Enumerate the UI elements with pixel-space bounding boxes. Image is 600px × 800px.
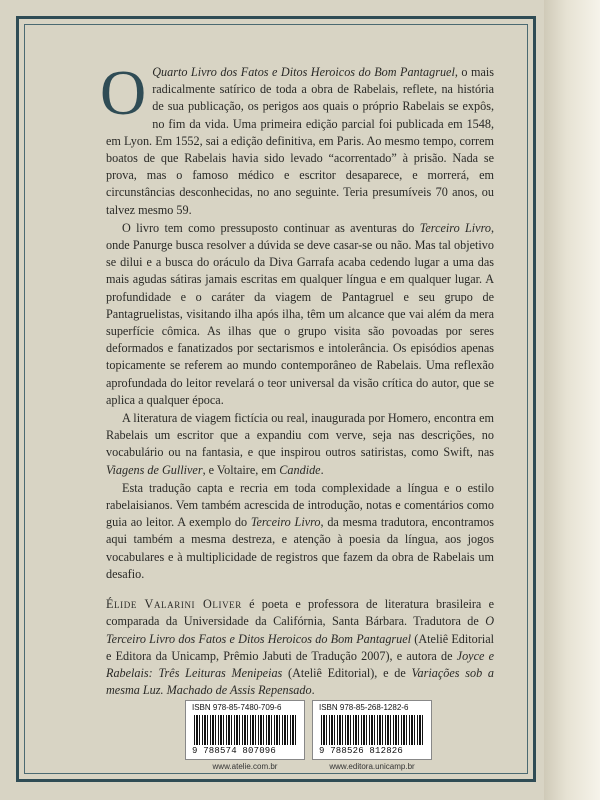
author-bio-text-d: .	[311, 683, 315, 698]
blurb-text	[100, 57, 495, 700]
paragraph-1	[100, 57, 494, 219]
paragraph-4	[106, 480, 494, 583]
paragraph-3	[106, 410, 494, 479]
author-title-3: Variações sob a mesma Luz. Machado de Assis Repensado	[106, 665, 495, 698]
book-page-edge	[544, 0, 600, 800]
drop-cap: O	[100, 57, 147, 128]
paragraph-1-text: , o mais radicalmente satírico de toda a obra de Rabelais, reflete, na história de sua publicação, os perigos aos quais o próprio Rabelais se expôs, no fim da vida. Uma primeira edição parcial foi publicada em 1548, em Lyon. Em 1552, sai a edição definitiva, em Paris. Ao mesmo tempo, correm boatos de que Rabelais havia sido levado “acorrentado” à prisão. Nada se prova, mas o famoso médico e escritor desaparece, e morrerá, em circunstâncias desconhecidas, no ano seguinte. Teria presumíveis 70 anos, ou talvez mesmo 59.	[106, 65, 494, 217]
barcode-unicamp	[312, 700, 432, 778]
barcode-bars	[321, 715, 425, 745]
section-spacer	[106, 584, 494, 596]
author-title-2: Joyce e Rabelais: Três Leituras Menipeias	[106, 648, 494, 680]
publisher-website: www.editora.unicamp.br	[329, 762, 415, 771]
barcode-digits: 9 788526 812826	[319, 746, 404, 756]
isbn-label: ISBN 978-85-268-1282-6	[319, 703, 409, 712]
paragraph-3-text-b: , e Voltaire, em	[202, 462, 280, 477]
title-ref-gulliver: Viagens de Gulliver	[106, 462, 203, 477]
author-title-1: O Terceiro Livro dos Fatos e Ditos Heroicos do Bom Pantagruel	[106, 614, 494, 646]
paragraph-2-text-b: , onde Panurge busca resolver a dúvida se deve casar-se ou não. Mas tal objetivo se dilui e a busca do oráculo da Diva Garrafa acaba cedendo lugar a uma das mais agudas sátiras jamais escritas em qualquer língua e em qualquer lugar. A profundidade e o caráter da viagem de Pantagruel e seu grupo de Pantagruelistas, visitando ilha após ilha, têm um alcance que vai além da mera superfície cômica. As ilhas que o grupo visita são povoadas por seres deformados e fanatizados por sectarismos e intolerância. Os episódios apenas topicamente se referem ao mundo contemporâneo de Rabelais. Uma reflexão aprofundada do leitor revelará o teor universal da visão crítica do autor, que se aplica a qualquer época.	[106, 220, 494, 407]
barcode-digits: 9 788574 807096	[192, 746, 277, 756]
paragraph-3-text-c: .	[320, 462, 324, 477]
barcode-atelie	[185, 700, 305, 778]
paragraph-4-text-b: , da mesma tradutora, encontramos aqui também a mesma destreza, e atenção à poesia da língua, aos jogos vocabulares e à multiplicidade de registros que fazem da obra de Rabelais um desafio.	[106, 515, 494, 581]
barcode-bars	[194, 715, 298, 745]
title-ref-terceiro-2: Terceiro Livro	[250, 515, 321, 530]
author-bio	[106, 596, 494, 699]
book-title: Quarto Livro dos Fatos e Ditos Heroicos do Bom Pantagruel	[152, 65, 455, 79]
paragraph-2-text-a: O livro tem como pressuposto continuar as aventuras do	[122, 220, 420, 235]
author-name: Élide Valarini Oliver	[106, 597, 242, 612]
author-bio-text-b: (Ateliê Editorial e Editora da Unicamp, Prêmio Jabuti de Tradução 2007), e autora de	[106, 631, 494, 663]
title-ref-candide: Candide	[279, 462, 321, 477]
publisher-website: www.atelie.com.br	[212, 762, 278, 771]
title-ref-terceiro: Terceiro Livro	[419, 220, 491, 235]
paragraph-2	[106, 220, 494, 409]
author-bio-text-a: é poeta e professora de literatura brasileira e comparada da Universidade da Califórnia, Santa Bárbara. Tradutora de	[106, 597, 494, 629]
isbn-label: ISBN 978-85-7480-709-6	[192, 703, 282, 712]
paragraph-4-text-a: Esta tradução capta e recria em toda complexidade a língua e o estilo rabelaisianos. Vem também acrescida de introdução, notas e comentários como guia ao leitor. A exemplo do	[106, 480, 494, 530]
paragraph-3-text-a: A literatura de viagem fictícia ou real, inaugurada por Homero, encontra em Rabelais um escritor que a expandiu com verve, seja nas descrições, no vocabulário ou na fantasia, e que inspirou outros satiristas, como Swift, nas	[106, 411, 494, 460]
author-bio-text-c: (Ateliê Editorial), e de	[282, 665, 412, 680]
barcode-box	[312, 700, 432, 760]
barcode-box	[185, 700, 305, 760]
